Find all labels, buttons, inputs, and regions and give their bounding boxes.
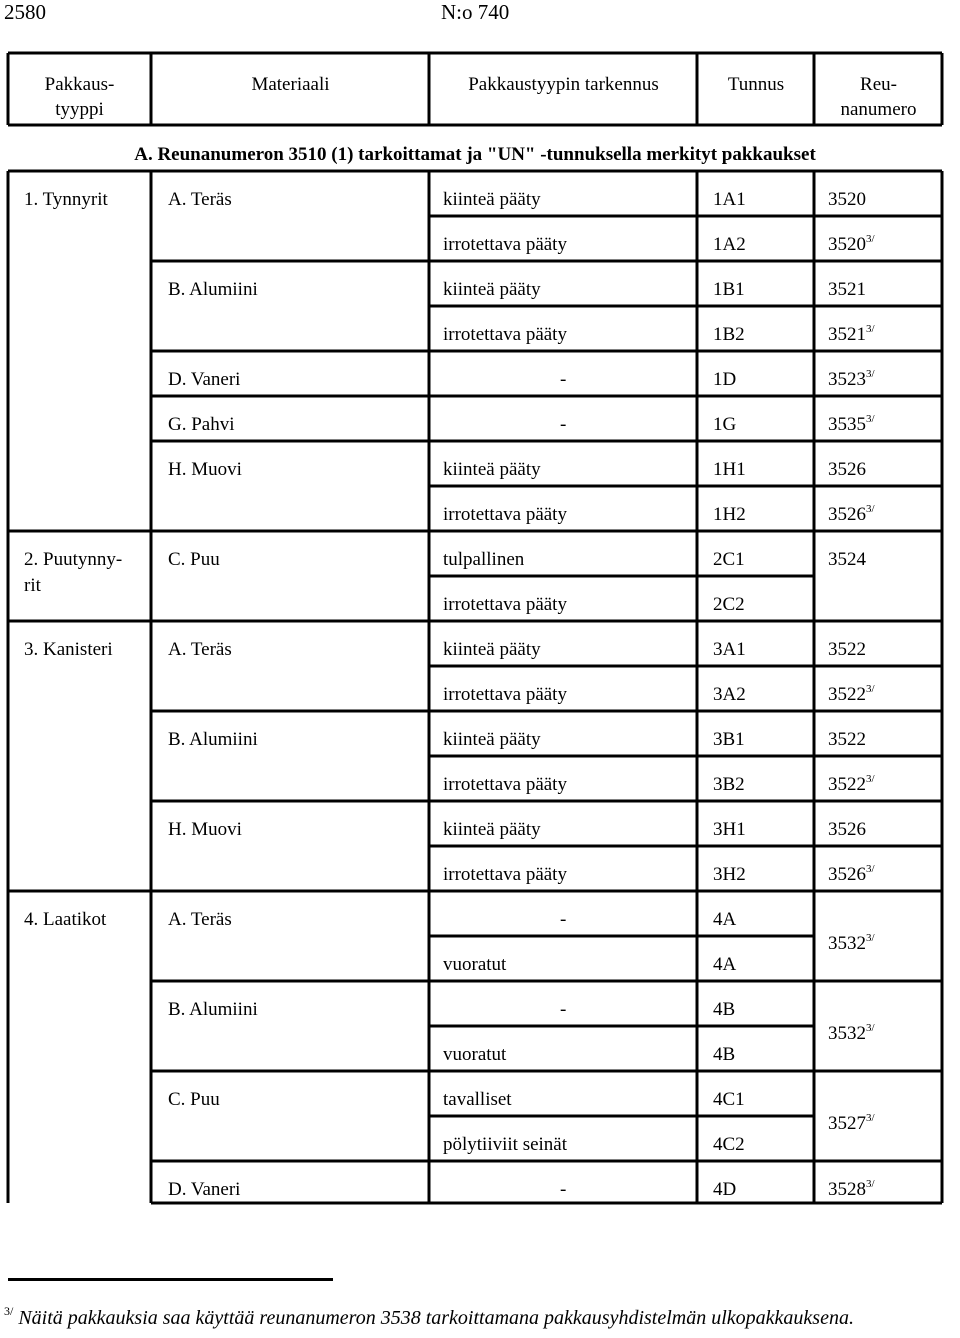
specification-cell: tavalliset: [443, 1089, 512, 1110]
material-cell: G. Pahvi: [168, 414, 235, 435]
footnote-ref: 3/: [866, 233, 875, 245]
code-cell: 1H1: [713, 459, 746, 480]
code-cell: 1B2: [713, 324, 745, 345]
material-cell: A. Teräs: [168, 909, 232, 930]
header-material: Materiaali: [251, 74, 330, 95]
specification-cell: -: [560, 909, 567, 930]
specification-cell: kiinteä pääty: [443, 729, 541, 750]
edge-number-cell: [828, 549, 866, 571]
footnote-marker: 3/: [4, 1304, 14, 1318]
code-cell: 1H2: [713, 504, 746, 525]
code-cell: 2C2: [713, 594, 745, 615]
code-cell: 4B: [713, 1044, 736, 1065]
edge-number-cell: [828, 729, 866, 751]
edge-number-value: 3526: [828, 819, 866, 840]
specification-cell: pölytiiviit seinät: [443, 1134, 568, 1155]
footnote-ref: 3/: [866, 1178, 875, 1190]
code-cell: 3H2: [713, 864, 746, 885]
specification-cell: kiinteä pääty: [443, 639, 541, 660]
edge-number-value: 3523: [828, 369, 866, 390]
footnote-ref: 3/: [866, 323, 875, 335]
specification-cell: kiinteä pääty: [443, 189, 541, 210]
code-cell: 1D: [713, 369, 737, 390]
code-cell: 4C1: [713, 1089, 745, 1110]
header-edge-number: Reu- nanumero: [840, 74, 917, 120]
footnote-ref: 3/: [866, 1022, 875, 1034]
code-cell: 4A: [713, 909, 737, 930]
code-cell: 2C1: [713, 549, 745, 570]
merged-edge-number-cell: [828, 1023, 875, 1045]
edge-number-cell: [828, 414, 875, 436]
edge-number-value: 3527: [828, 1113, 866, 1134]
material-cell: B. Alumiini: [168, 729, 258, 750]
edge-number-cell: [828, 189, 866, 211]
edge-number-value: 3526: [828, 864, 866, 885]
edge-number-cell: [828, 279, 866, 301]
code-cell: 4B: [713, 999, 736, 1020]
edge-number-cell: [828, 504, 875, 526]
specification-cell: kiinteä pääty: [443, 279, 541, 300]
footnote-ref: 3/: [866, 503, 875, 515]
specification-cell: vuoratut: [443, 954, 507, 975]
material-cell: A. Teräs: [168, 189, 232, 210]
material-cell: D. Vaneri: [168, 1179, 241, 1200]
package-type-cell: 3. Kanisteri: [24, 639, 113, 660]
document-number: N:o 740: [441, 0, 510, 24]
edge-number-value: 3520: [828, 189, 866, 210]
material-cell: C. Puu: [168, 549, 220, 570]
package-type-cell: 2. Puutynny-: [24, 549, 123, 570]
footnote-ref: 3/: [866, 413, 875, 425]
specification-cell: kiinteä pääty: [443, 819, 541, 840]
code-cell: 1A1: [713, 189, 746, 210]
edge-number-value: 3532: [828, 933, 866, 954]
edge-number-cell: [828, 774, 875, 796]
merged-edge-number-cell: [828, 933, 875, 955]
specification-cell: irrotettava pääty: [443, 774, 567, 795]
code-cell: 3B1: [713, 729, 745, 750]
edge-number-value: 3522: [828, 774, 866, 795]
edge-number-value: 3522: [828, 639, 866, 660]
package-type-cell: 4. Laatikot: [24, 909, 107, 930]
material-cell: B. Alumiini: [168, 279, 258, 300]
code-cell: 1A2: [713, 234, 746, 255]
material-cell: A. Teräs: [168, 639, 232, 660]
code-cell: 1G: [713, 414, 737, 435]
merged-edge-number-cell: [828, 1113, 875, 1135]
specification-cell: tulpallinen: [443, 549, 525, 570]
footnote-divider: [8, 1278, 333, 1281]
section-title: A. Reunanumeron 3510 (1) tarkoittamat ja "UN" -tunnuksella merkityt pakkaukset: [134, 144, 816, 165]
edge-number-value: 3522: [828, 729, 866, 750]
code-cell: 1B1: [713, 279, 745, 300]
code-cell: 4C2: [713, 1134, 745, 1155]
code-cell: 3A1: [713, 639, 746, 660]
footnote-ref: 3/: [866, 773, 875, 785]
specification-cell: irrotettava pääty: [443, 594, 567, 615]
edge-number-cell: [828, 324, 875, 346]
specification-cell: irrotettava pääty: [443, 234, 567, 255]
code-cell: 3H1: [713, 819, 746, 840]
specification-cell: -: [560, 999, 567, 1020]
specification-cell: irrotettava pääty: [443, 324, 567, 345]
footnote-text: Näitä pakkauksia saa käyttää reunanumeron 3538 tarkoittamana pakkausyhdistelmän ulkopakkauksena.: [18, 1307, 854, 1329]
specification-cell: irrotettava pääty: [443, 684, 567, 705]
specification-cell: -: [560, 369, 567, 390]
edge-number-value: 3524: [828, 549, 866, 570]
specification-cell: irrotettava pääty: [443, 864, 567, 885]
page-number: 2580: [4, 0, 46, 24]
header-package-type: Pakkaus- tyyppi: [44, 74, 115, 120]
material-cell: C. Puu: [168, 1089, 220, 1110]
specification-cell: kiinteä pääty: [443, 459, 541, 480]
code-cell: 3B2: [713, 774, 745, 795]
edge-number-value: 3522: [828, 684, 866, 705]
footnote-ref: 3/: [866, 1112, 875, 1124]
edge-number-cell: [828, 684, 875, 706]
edge-number-value: 3526: [828, 459, 866, 480]
edge-number-cell: [828, 234, 875, 256]
edge-number-value: 3521: [828, 279, 866, 300]
code-cell: 3A2: [713, 684, 746, 705]
edge-number-value: 3532: [828, 1023, 866, 1044]
edge-number-cell: [828, 819, 866, 841]
footnote-ref: 3/: [866, 683, 875, 695]
header-specification: Pakkaustyypin tarkennus: [468, 74, 659, 95]
code-cell: 4A: [713, 954, 737, 975]
material-cell: B. Alumiini: [168, 999, 258, 1020]
edge-number-cell: [828, 369, 875, 391]
header-code: Tunnus: [727, 74, 785, 95]
edge-number-value: 3535: [828, 414, 866, 435]
edge-number-value: 3520: [828, 234, 866, 255]
specification-cell: vuoratut: [443, 1044, 507, 1065]
footnote-ref: 3/: [866, 863, 875, 875]
material-cell: H. Muovi: [168, 459, 242, 480]
code-cell: 4D: [713, 1179, 737, 1200]
material-cell: D. Vaneri: [168, 369, 241, 390]
specification-cell: -: [560, 414, 567, 435]
edge-number-cell: [828, 639, 866, 661]
package-type-cell-cont: rit: [24, 575, 41, 596]
edge-number-value: 3521: [828, 324, 866, 345]
specification-cell: irrotettava pääty: [443, 504, 567, 525]
package-type-cell: 1. Tynnyrit: [24, 189, 108, 210]
edge-number-cell: [828, 1179, 875, 1201]
edge-number-cell: [828, 459, 866, 481]
specification-cell: -: [560, 1179, 567, 1200]
edge-number-value: 3526: [828, 504, 866, 525]
footnote-ref: 3/: [866, 932, 875, 944]
material-cell: H. Muovi: [168, 819, 242, 840]
edge-number-cell: [828, 864, 875, 886]
edge-number-value: 3528: [828, 1179, 866, 1200]
footnote: [4, 1304, 854, 1330]
footnote-ref: 3/: [866, 368, 875, 380]
